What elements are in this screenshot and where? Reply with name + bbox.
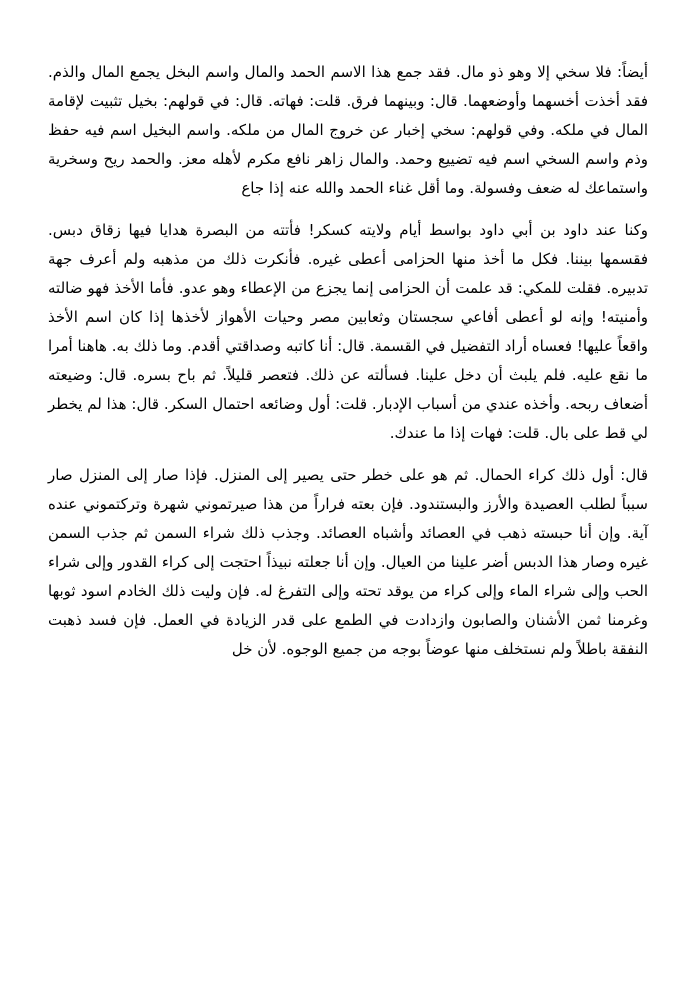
paragraph-2: وكنا عند داود بن أبي داود بواسط أيام ولايته كسكر! فأتته من البصرة هدايا فيها زقاق دبس. فقسمها بيننا. فكل ما أخذ منها الحزامى أعطى غيره. فأنكرت ذلك من مذهبه ولم أعرف جهة تدبيره. فقلت للمكي: قد علمت أن الحزامى إنما يجزع من الإعطاء وهو عدو. فأما الأخذ فهو ضالته وأمنيته! وإنه لو أعطى أفاعي سجستان وثعابين مصر وحيات الأهواز لأخذها إذا كان اسم الأخذ واقعاً عليها! فعساه أراد التفضيل في القسمة. قال: أنا كاتبه وصداقتي أقدم. وما ذلك به. هاهنا أمرا ما نقع عليه. فلم يلبث أن دخل علينا. فسألته عن ذلك. فتعصر قليلاً. ثم باح بسره. قال: وضيعته أضعاف ربحه. وأخذه عندي من أسباب الإدبار. قلت: أول وضائعه احتمال السكر. قال: هذا لم يخطر لي قط على بال. قلت: فهات إذا ما عندك.	[48, 221, 648, 442]
paragraph-3: قال: أول ذلك كراء الحمال. ثم هو على خطر حتى يصير إلى المنزل. فإذا صار إلى المنزل صار سبباً لطلب العصيدة والأرز والبستندود. فإن بعته فراراً من هذا صيرتموني شهرة وتركتموني عنده آية. وإن أنا حبسته ذهب في العصائد وأشباه العصائد. وجذب ذلك شراء السمن ثم جذب السمن غيره وصار هذا الدبس أضر علينا من العيال. وإن أنا جعلته نبيذاً احتجت إلى كراء القدور وإلى شراء الحب وإلى شراء الماء وإلى كراء من يوقد تحته وإلى التفرغ له. فإن وليت ذلك الخادم اسود ثوبها وغرمنا ثمن الأشنان والصابون وازدادت في الطمع على قدر الزيادة في العمل. فإن فسد ذهبت النفقة باطلاً ولم نستخلف منها عوضاً بوجه من جميع الوجوه. لأن خل	[48, 466, 648, 658]
paragraph-1: أيضاً: فلا سخي إلا وهو ذو مال. فقد جمع هذا الاسم الحمد والمال واسم البخل يجمع المال والذم. فقد أخذت أخسهما وأوضعهما. قال: وبينهما فرق. قلت: فهاته. قال: في قولهم: بخيل تثبيت لإقامة المال في ملكه. وفي قولهم: سخي إخبار عن خروج المال من ملكه. واسم البخيل اسم فيه حفظ وذم واسم السخي اسم فيه تضييع وحمد. والمال زاهر نافع مكرم لأهله معز. والحمد ريح وسخرية واستماعك له ضعف وفسولة. وما أقل غناء الحمد والله عنه إذا جاع	[48, 63, 648, 197]
document-page	[48, 58, 648, 664]
